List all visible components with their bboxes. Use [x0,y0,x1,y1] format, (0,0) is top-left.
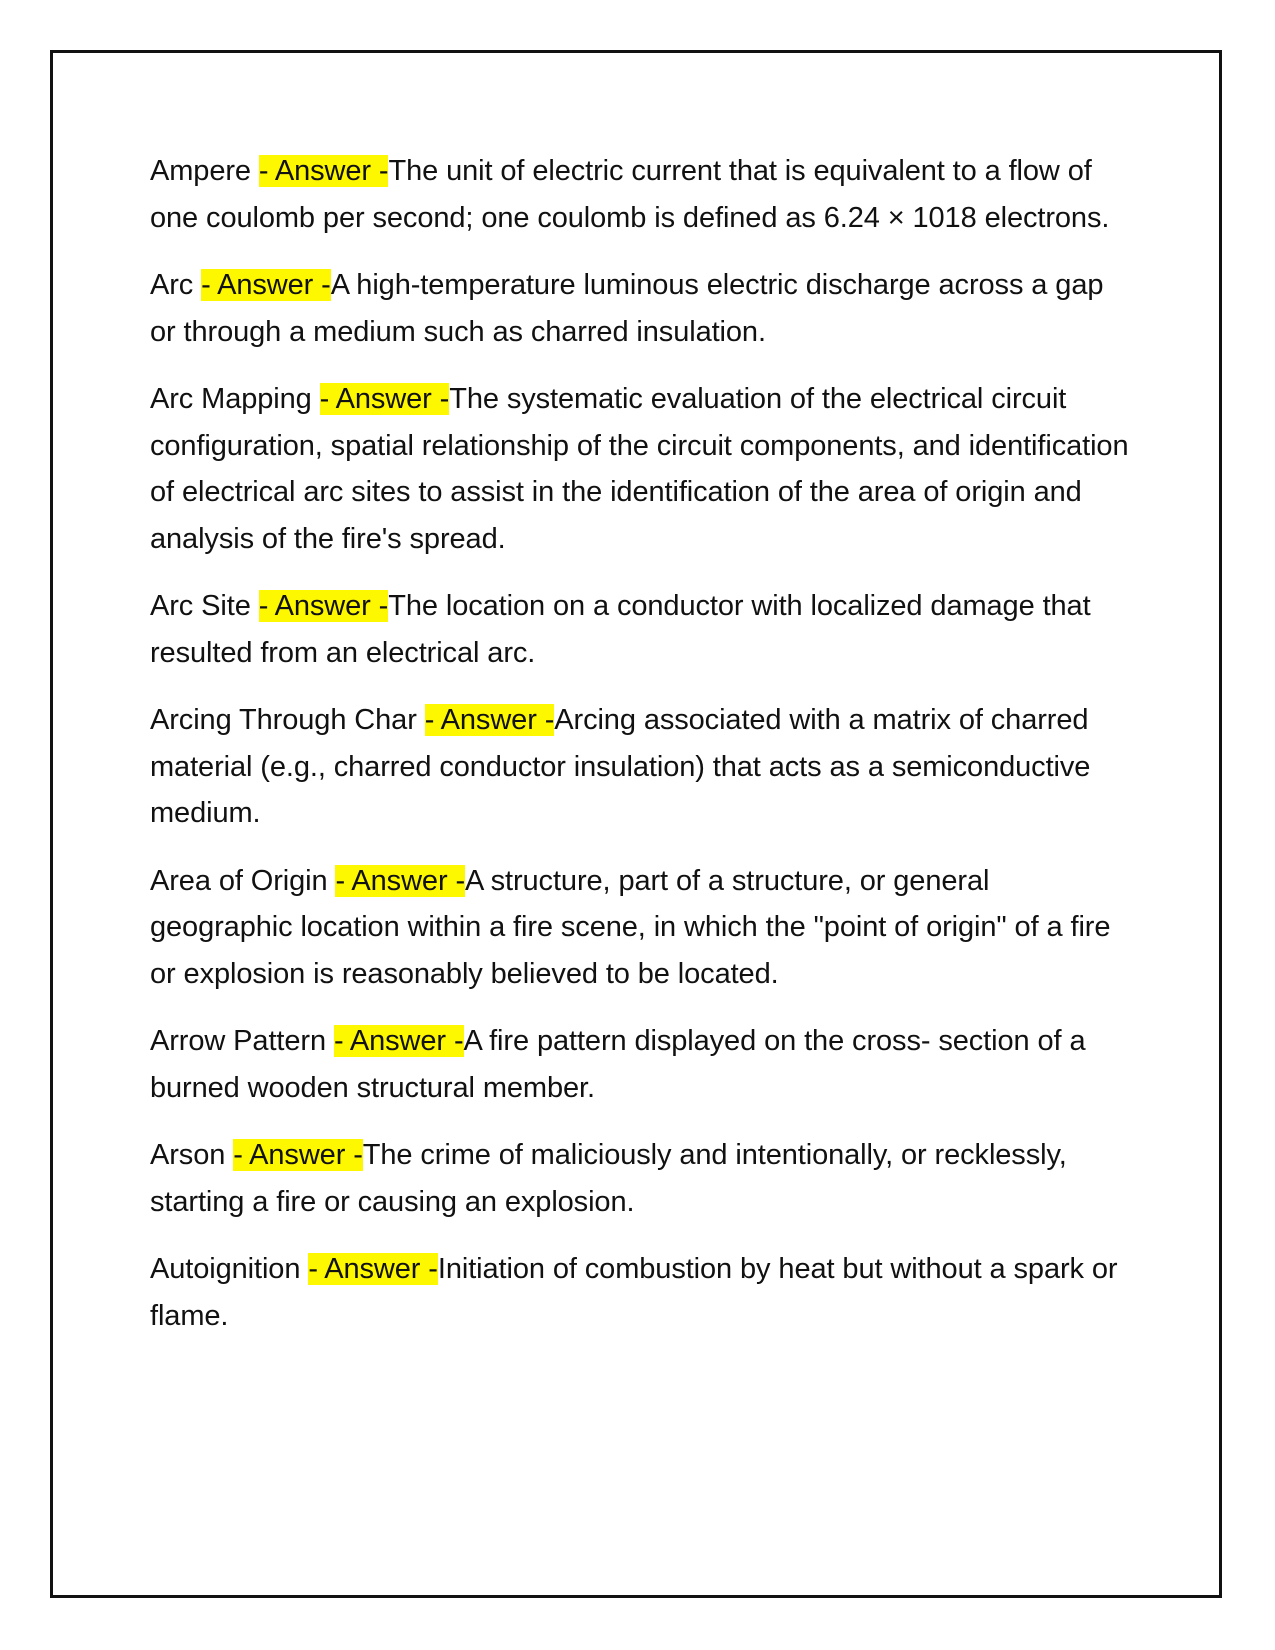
glossary-entry [150,1246,1130,1339]
entry-term: Arc Mapping [150,383,312,415]
glossary-entry [150,262,1130,355]
document-body [150,148,1130,1360]
entry-term: Arc Site [150,590,251,622]
glossary-entry [150,858,1130,998]
entry-definition: A high-temperature luminous electric discharge across a gap or through a medium such as charred insulation. [150,269,1104,348]
entry-term: Arc [150,269,194,301]
answer-highlight: - Answer - [333,1025,464,1057]
entry-term: Arson [150,1139,226,1171]
answer-highlight: - Answer - [319,383,450,415]
glossary-entry [150,148,1130,241]
entry-definition: A structure, part of a structure, or general geographic location within a fire scene, in which the "point of origin" of a fire or explosion is reasonably believed to be located. [150,864,1111,990]
answer-highlight: - Answer - [258,155,389,187]
entry-definition: The location on a conductor with localized damage that resulted from an electrical arc. [150,590,1091,669]
entry-definition: Arcing associated with a matrix of charred material (e.g., charred conductor insulation) that acts as a semiconductive medium. [150,704,1091,829]
entry-term: Autoignition [150,1253,301,1285]
glossary-entry [150,583,1130,676]
answer-highlight: - Answer - [258,590,389,622]
entry-definition: A fire pattern displayed on the cross- section of a burned wooden structural member. [150,1025,1086,1104]
entry-term: Arcing Through Char [150,704,417,736]
answer-highlight: - Answer - [201,269,331,301]
entry-term: Arrow Pattern [150,1025,326,1057]
entry-definition: Initiation of combustion by heat but without a spark or flame. [150,1253,1118,1332]
answer-highlight: - Answer - [424,704,555,736]
entry-definition: The crime of maliciously and intentionally, or recklessly, starting a fire or causing an explosion. [150,1139,1067,1218]
entry-term: Area of Origin [150,864,328,897]
answer-highlight: - Answer - [335,864,466,897]
entry-term: Ampere [150,155,251,187]
answer-highlight: - Answer - [308,1253,438,1285]
entry-definition: The systematic evaluation of the electrical circuit configuration, spatial relationship of the circuit components, and identification of electrical arc sites to assist in the identification of the area of origin and analysis of the fire's spread. [150,383,1129,555]
entry-definition: The unit of electric current that is equivalent to a flow of one coulomb per second; one coulomb is defined as 6.24 × 1018 electrons. [150,155,1110,234]
glossary-entry [150,1018,1130,1111]
answer-highlight: - Answer - [233,1139,363,1171]
glossary-entry [150,1132,1130,1225]
glossary-entry [150,697,1130,837]
glossary-entry [150,376,1130,562]
